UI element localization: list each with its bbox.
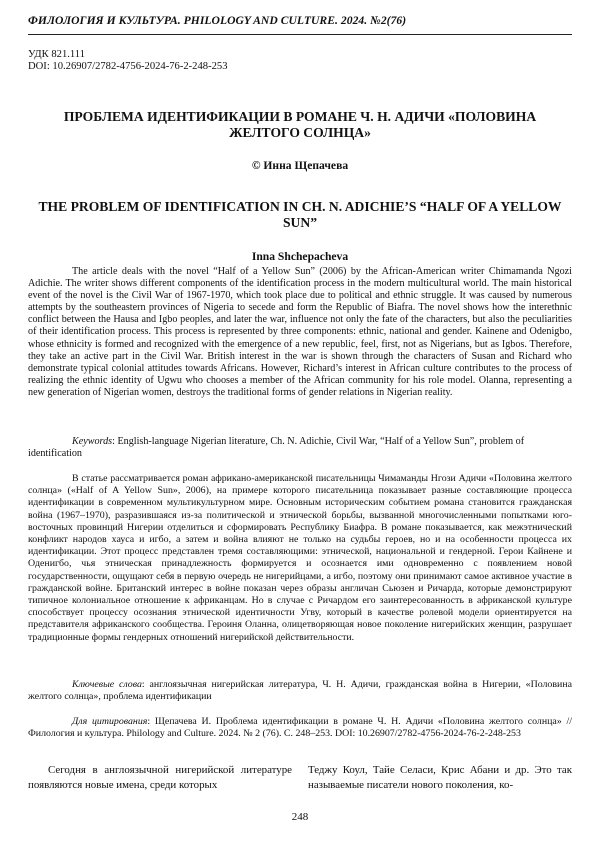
abstract-ru: В статье рассматривается роман африкано-американской писательницы Чимаманды Нгози Адичи «Половина желтого солнца» («Half of A Yellow Sun», 2006), на примере которого писательница показывает разные составляющие процесса идентификации в современном мультикультурном мире. Основным историческим событием романа становится гражданская война (1967–1970), разразившаяся из-за политической и этнической борьбы, вызванной многочисленными попытками юго-восточных провинций Нигерии отделиться и сформировать Республику Биафра. В романе показывается, как межэтнический конфликт народов хауса и игбо, а затем и война влияют не только на судьбы героев, но и на особенности процесса их идентификации. Этот процесс представлен тремя составляющими: этнической, национальной и гендерной. Герои Кайнене и Оденигбо, чья этническая принадлежность формируется и осознается ими одновременно с появлением новой государственности, ощущают себя в первую очередь не нигерийцами, а игбо, поэтому они принимают самое активное участие в гражданской войне. Британский интерес в войне показан через образы англичан Сьюзен и Ричарда, которые демонстрируют типичное колониальное отношение к африканцам. Но в случае с Ричардом его заинтересованность в африканской культуре способствует процессу осознания этнической идентичности Угву, который в качестве ролевой модели ориентируется на представителя африканского сообщества. Героиня Оланна, олицетворяющая новое поколение нигерийских женщин, разрушает традиционные формы гендерных отношений нигерийской действительности. xyxy=(28,473,572,643)
udk-code: УДК 821.111 xyxy=(28,49,86,60)
keywords-en-label: Keywords xyxy=(72,436,113,447)
keywords-en xyxy=(28,436,572,460)
article-meta xyxy=(28,49,228,74)
page-number: 248 xyxy=(291,811,309,823)
author-en: Inna Shchepacheva xyxy=(251,250,349,263)
citation-label: Для цитирования xyxy=(72,716,148,727)
body-column-left: Сегодня в англоязычной нигерийской литературе появляются новые имена, среди которых xyxy=(28,764,292,791)
citation xyxy=(28,716,572,740)
author-ru: © Инна Щепачева xyxy=(251,159,349,172)
citation-text: : Щепачева И. Проблема идентификации в романе Ч. Н. Адичи «Половина желтого солнца» // Филология и культура. Philology and Culture. 2024. № 2 (76). С. 248–253. DOI: 10.26907/2782-4756-2024-76-2-248-253 xyxy=(28,716,572,740)
title-ru: ПРОБЛЕМА ИДЕНТИФИКАЦИИ В РОМАНЕ Ч. Н. АДИЧИ «ПОЛОВИНА ЖЕЛТОГО СОЛНЦА» xyxy=(63,109,537,140)
journal-header: ФИЛОЛОГИЯ И КУЛЬТУРА. PHILOLOGY AND CULTURE. 2024. №2(76) xyxy=(28,14,407,27)
title-en: THE PROBLEM OF IDENTIFICATION IN CH. N. ADICHIE’S “HALF OF A YELLOW SUN” xyxy=(38,199,562,230)
header-divider xyxy=(28,34,572,35)
doi: DOI: 10.26907/2782-4756-2024-76-2-248-253 xyxy=(28,61,228,73)
keywords-ru xyxy=(28,679,572,703)
body-column-right: Теджу Коул, Тайе Селаси, Крис Абани и др. Это так называемые писатели нового поколения, ко- xyxy=(308,764,572,791)
keywords-en-text: : English-language Nigerian literature, Ch. N. Adichie, Civil War, “Half of a Yellow Sun”, problem of identification xyxy=(28,436,525,460)
abstract-en: The article deals with the novel “Half of a Yellow Sun” (2006) by the African-American writer Chimamanda Ngozi Adichie. The writer shows different components of the identification process in the modern multicultural world. The main historical event of the novel is the Civil War of 1967-1970, which took place due to political and ethnic struggle. It was caused by numerous attempts by the southeastern provinces of Nigeria to secede and form the Republic of Biafra. The novel shows how the interethnic conflict between the Hausa and Igbo peoples, and later the war, influence not only the fate of the characters, but also the peculiarities of their identification process. This process is represented by three components: ethnic, national and gender. Kainene and Odenigbo, whose ethnicity is formed and recognized with the emergence of a new republic, feel, first, not as Nigerians, but as Igbos. Therefore, they take an active part in the Civil War. British interest in the war is shown through the characters of Susan and Richard who demonstrate typical colonial attitudes towards Africans. However, Richard’s interest in African culture contributes to the process of realizing the ethnic identity of Ugwu who chooses a member of the African community for his role model. Olanna, representing a new generation of Nigerian women, destroys the traditional forms of gender relations in Nigerian reality. xyxy=(28,266,572,398)
keywords-ru-text: : англоязычная нигерийская литература, Ч. Н. Адичи, гражданская война в Нигерии, «Половина желтого солнца», проблема идентификации xyxy=(28,679,572,703)
keywords-ru-label: Ключевые слова xyxy=(72,679,142,690)
